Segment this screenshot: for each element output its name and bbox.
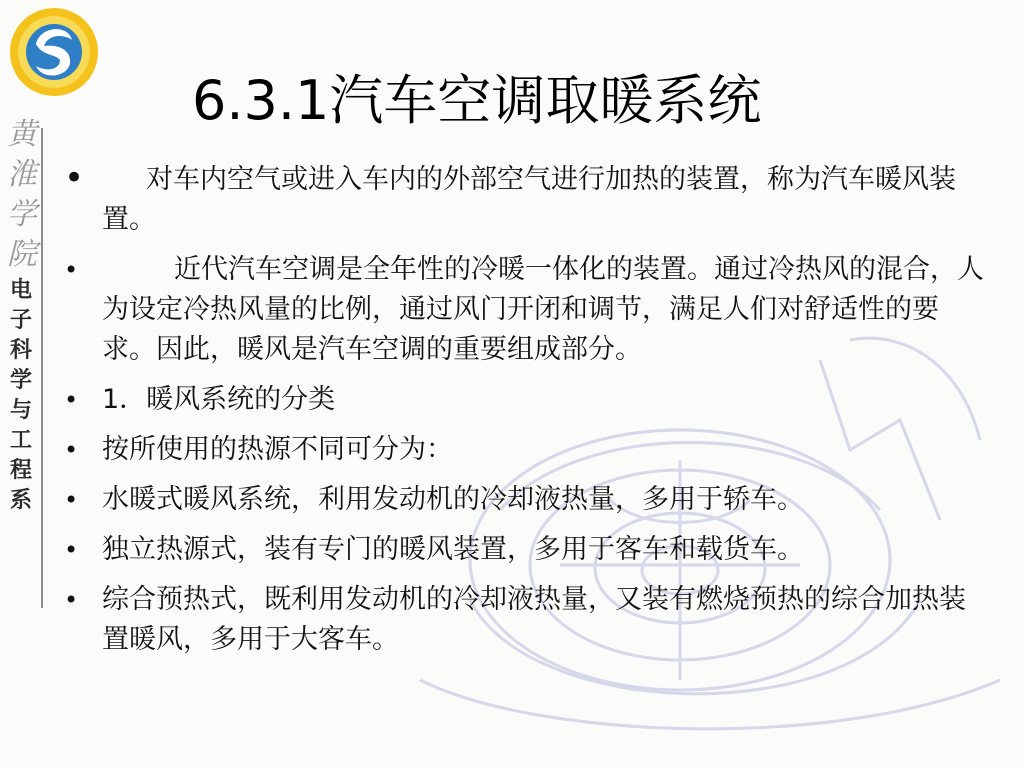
bullet-marker: • (64, 386, 79, 414)
bullet-marker: • (64, 256, 79, 284)
dept-char: 程 (9, 458, 32, 483)
side-college-name (4, 118, 40, 272)
college-logo (6, 4, 102, 100)
bullet-item (62, 430, 992, 470)
dept-char: 系 (9, 488, 32, 513)
bullet-item (62, 160, 992, 240)
side-char: 学 (7, 197, 37, 232)
logo-icon (6, 4, 102, 100)
bullet-marker: • (64, 486, 79, 514)
bullet-text: 水暖式暖风系统，利用发动机的冷却液热量，多用于轿车。 (102, 484, 804, 515)
slide-title: 6.3.1汽车空调取暖系统 (192, 69, 762, 132)
bullet-marker: • (64, 536, 79, 564)
bullet-item (62, 530, 992, 570)
bullet-marker: • (64, 436, 79, 464)
bullet-text: 独立热源式，装有专门的暖风装置，多用于客车和载货车。 (102, 534, 804, 565)
bullet-marker: • (64, 586, 79, 614)
bullet-text: 综合预热式，既利用发动机的冷却液热量，又装有燃烧预热的综合加热装置暖风，多用于大客车。 (102, 584, 966, 655)
bullet-item (62, 380, 992, 420)
side-char: 黄 (7, 117, 37, 152)
bullet-item (62, 250, 992, 370)
bullet-item (62, 480, 992, 520)
dept-char: 工 (9, 428, 32, 453)
side-department-name (6, 276, 36, 516)
bullet-item (62, 580, 992, 660)
bullet-text: 按所使用的热源不同可分为： (102, 434, 453, 465)
bullet-text: 1．暖风系统的分类 (102, 384, 336, 415)
dept-char: 子 (9, 308, 32, 333)
dept-char: 学 (9, 368, 32, 393)
bullet-list (62, 160, 992, 670)
dept-char: 电 (9, 278, 32, 303)
bullet-marker: • (64, 158, 85, 198)
side-char: 淮 (7, 157, 37, 192)
dept-char: 与 (9, 398, 32, 423)
dept-char: 科 (9, 338, 32, 363)
bullet-text: 近代汽车空调是全年性的冷暖一体化的装置。通过冷热风的混合，人为设定冷热风量的比例，通过风门开闭和调节，满足人们对舒适性的要求。因此，暖风是汽车空调的重要组成部分。 (102, 254, 984, 365)
side-char: 院 (7, 237, 37, 272)
side-divider-line (41, 128, 43, 608)
bullet-text: 对车内空气或进入车内的外部空气进行加热的装置，称为汽车暖风装置。 (102, 164, 956, 235)
